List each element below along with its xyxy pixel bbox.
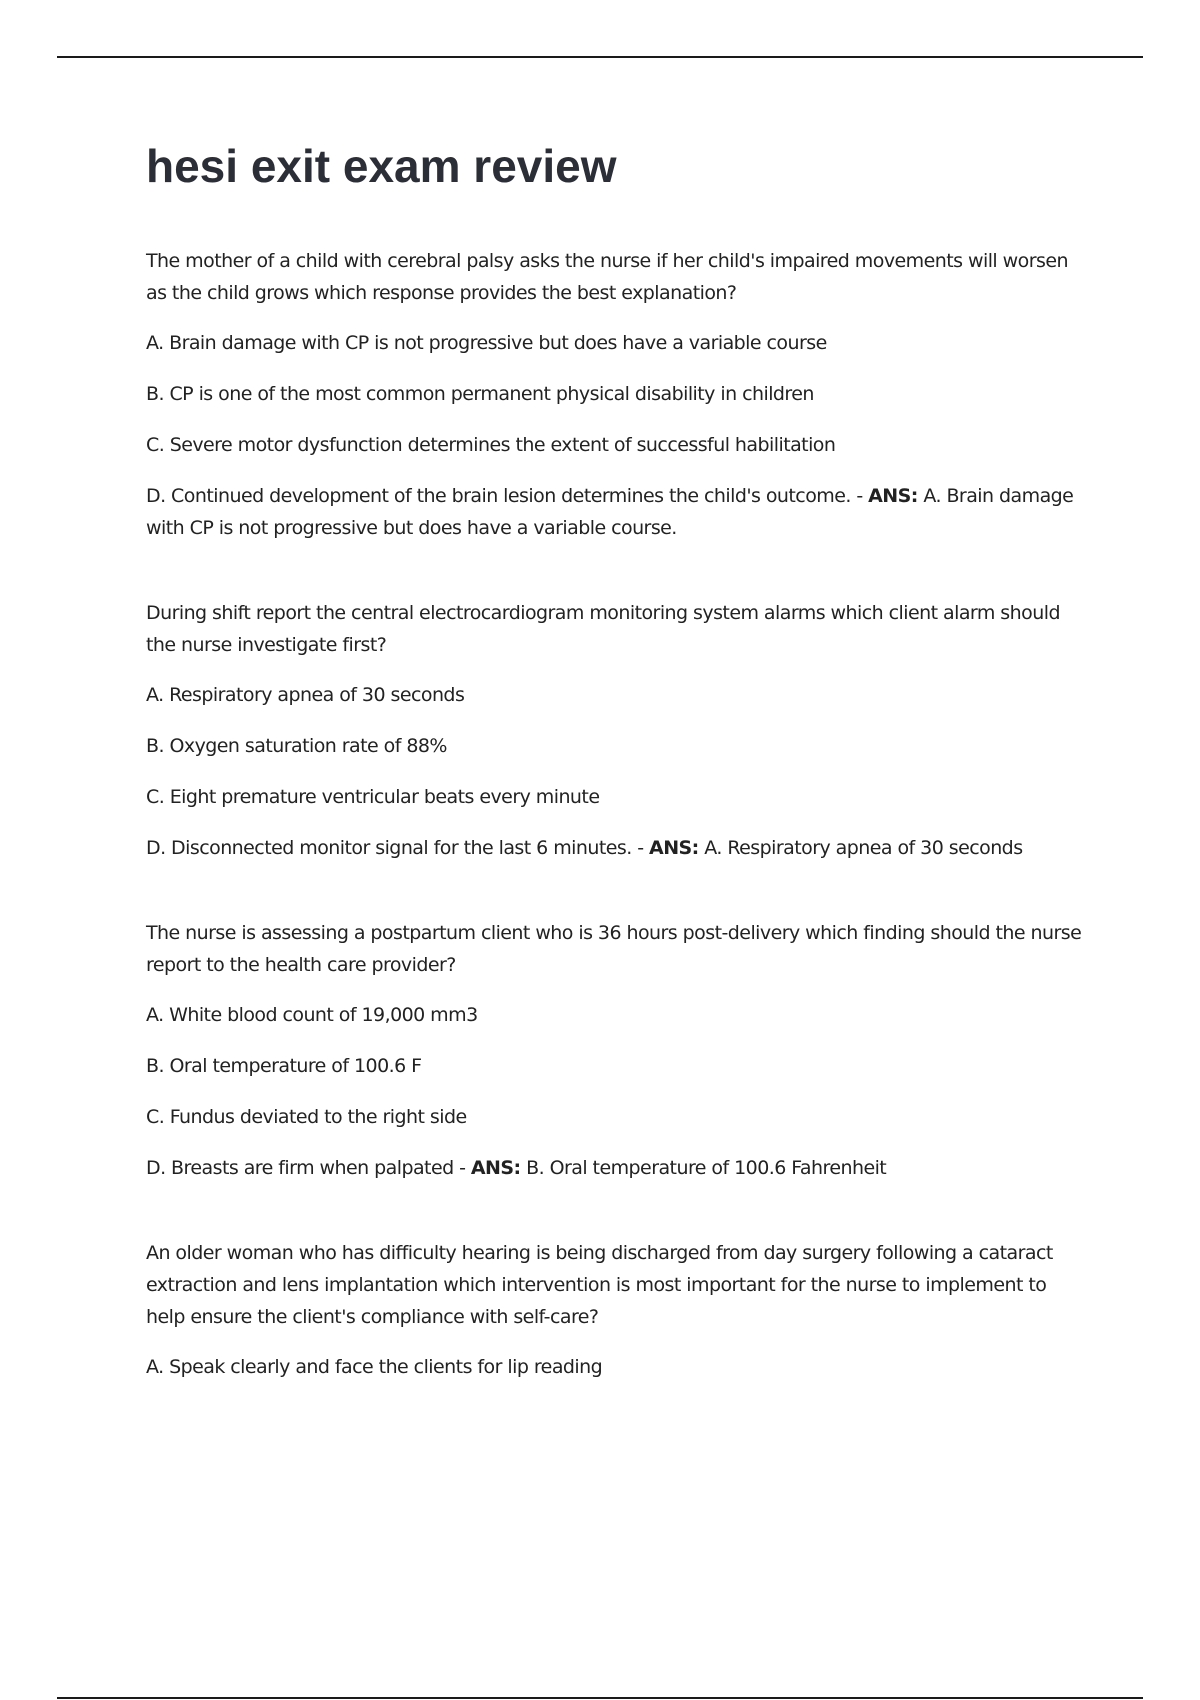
answer-option: B. CP is one of the most common permanent physical disability in children: [146, 382, 814, 405]
answer-option-with-answer: [146, 1152, 1086, 1184]
question-stem: The mother of a child with cerebral palsy asks the nurse if her child's impaired movements will worsen as the child grows which response provides the best explanation?: [146, 249, 1068, 304]
option-text: D. Breasts are firm when palpated -: [146, 1156, 466, 1179]
option-text: D. Disconnected monitor signal for the last 6 minutes. -: [146, 836, 644, 859]
answer-option: B. Oxygen saturation rate of 88%: [146, 734, 447, 757]
question-stem: An older woman who has difficulty hearing is being discharged from day surgery following a cataract extraction and lens implantation which intervention is most important for the nurse to implement to help ensure the client's compliance with self-care?: [146, 1241, 1053, 1328]
answer-label: ANS:: [649, 836, 699, 859]
question-block: [146, 245, 1086, 544]
answer-text: A. Brain damage with CP is not progressive but does have a variable course.: [146, 484, 1074, 539]
document-title: hesi exit exam review: [146, 140, 617, 192]
option-text: D. Continued development of the brain lesion determines the child's outcome. -: [146, 484, 863, 507]
answer-option: A. Speak clearly and face the clients for lip reading: [146, 1355, 603, 1378]
answer-option: A. Brain damage with CP is not progressive but does have a variable course: [146, 331, 827, 354]
answer-option: C. Fundus deviated to the right side: [146, 1105, 467, 1128]
answer-label: ANS:: [470, 1156, 521, 1179]
question-block: [146, 597, 1086, 864]
document-body: [146, 140, 1086, 1436]
answer-option: A. Respiratory apnea of 30 seconds: [146, 683, 465, 706]
question-stem: During shift report the central electrocardiogram monitoring system alarms which client alarm should the nurse investigate first?: [146, 601, 1060, 656]
top-rule: [57, 56, 1143, 58]
answer-option-with-answer: [146, 832, 1086, 864]
answer-option: C. Eight premature ventricular beats every minute: [146, 785, 600, 808]
answer-option-with-answer: [146, 480, 1086, 544]
question-block: [146, 917, 1086, 1184]
bottom-rule: [57, 1697, 1143, 1699]
question-block: [146, 1237, 1086, 1383]
answer-option: B. Oral temperature of 100.6 F: [146, 1054, 422, 1077]
answer-text: B. Oral temperature of 100.6 Fahrenheit: [526, 1156, 887, 1179]
answer-text: A. Respiratory apnea of 30 seconds: [704, 836, 1023, 859]
answer-option: A. White blood count of 19,000 mm3: [146, 1003, 478, 1026]
answer-option: C. Severe motor dysfunction determines the extent of successful habilitation: [146, 433, 836, 456]
answer-label: ANS:: [868, 484, 918, 507]
question-stem: The nurse is assessing a postpartum client who is 36 hours post-delivery which finding should the nurse report to the health care provider?: [146, 921, 1082, 976]
